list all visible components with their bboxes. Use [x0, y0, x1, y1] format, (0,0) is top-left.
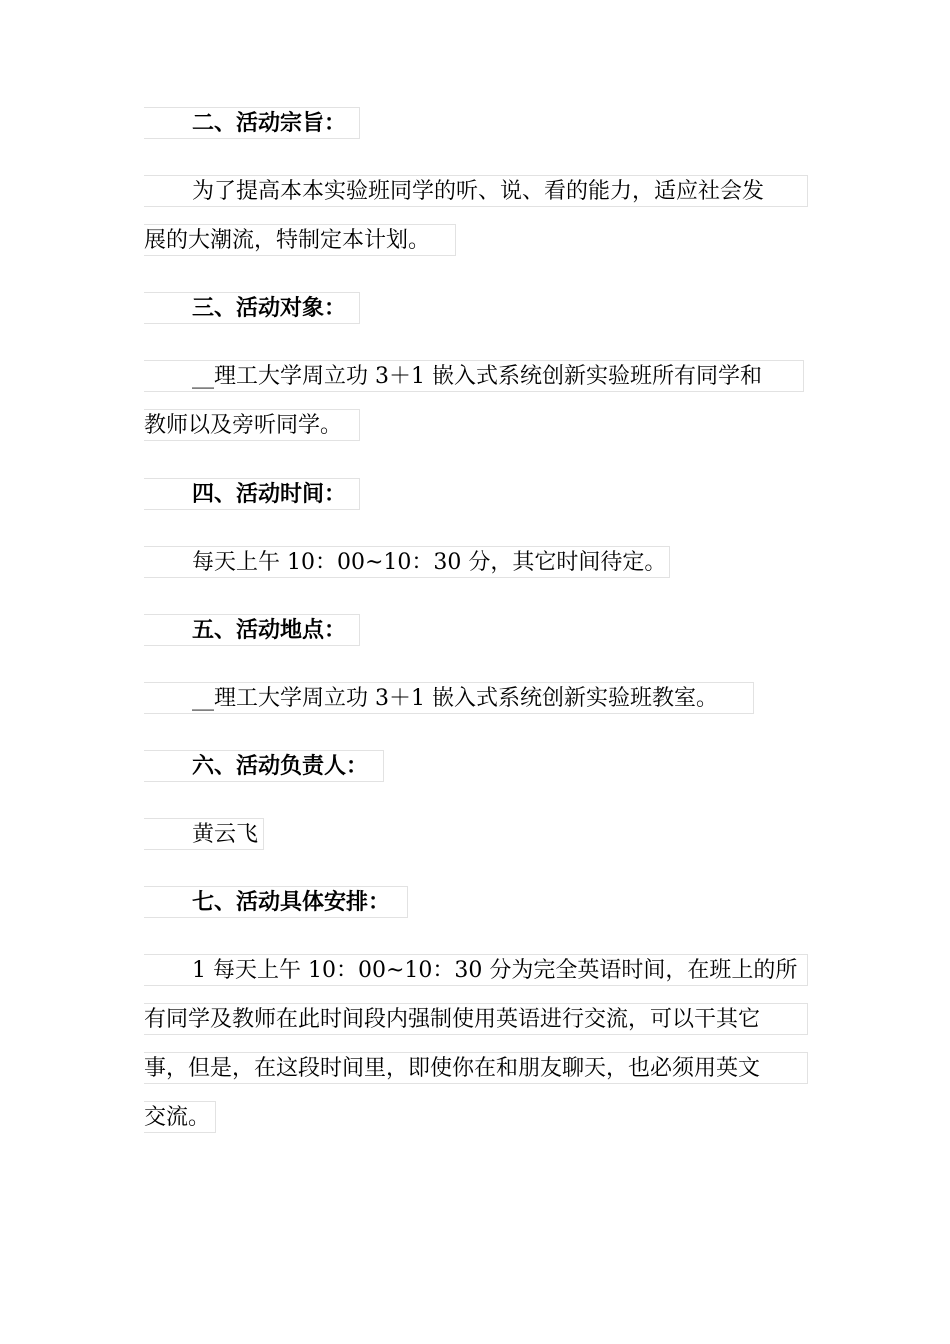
paragraph-line: 事，但是，在这段时间里，即使你在和朋友聊天，也必须用英文 [144, 1052, 808, 1084]
paragraph-line: 为了提高本本实验班同学的听、说、看的能力，适应社会发 [144, 175, 808, 207]
section-heading-purpose: 二、活动宗旨： [144, 107, 360, 139]
paragraph-line: 交流。 [144, 1101, 216, 1133]
paragraph-line: 有同学及教师在此时间段内强制使用英语进行交流，可以干其它 [144, 1003, 808, 1035]
paragraph-line: 教师以及旁听同学。 [144, 409, 360, 441]
paragraph-line: 每天上午 10：00~10：30 分，其它时间待定。 [144, 546, 670, 578]
section-heading-schedule: 七、活动具体安排： [144, 886, 408, 918]
section-heading-owner: 六、活动负责人： [144, 750, 384, 782]
paragraph-line: 1 每天上午 10：00~10：30 分为完全英语时间，在班上的所 [144, 954, 808, 986]
section-heading-location: 五、活动地点： [144, 614, 360, 646]
section-heading-target: 三、活动对象： [144, 292, 360, 324]
paragraph-line: __理工大学周立功 3＋1 嵌入式系统创新实验班教室。 [144, 682, 754, 714]
paragraph-line: 黄云飞 [144, 818, 264, 850]
paragraph-line: __理工大学周立功 3＋1 嵌入式系统创新实验班所有同学和 [144, 360, 804, 392]
section-heading-time: 四、活动时间： [144, 478, 360, 510]
paragraph-line: 展的大潮流，特制定本计划。 [144, 224, 456, 256]
